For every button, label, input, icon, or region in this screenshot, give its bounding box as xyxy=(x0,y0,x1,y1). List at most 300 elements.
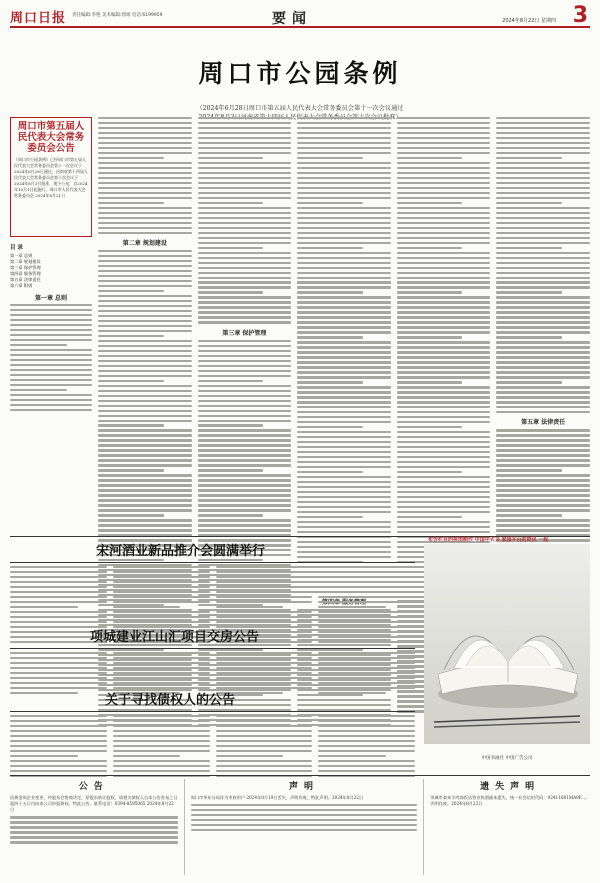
text-line xyxy=(198,147,292,149)
text-line xyxy=(297,516,363,518)
text-line xyxy=(216,740,313,742)
text-line xyxy=(397,277,491,279)
text-line xyxy=(297,511,391,513)
text-line xyxy=(216,616,313,618)
text-line xyxy=(496,277,590,279)
text-line xyxy=(198,459,292,461)
text-line xyxy=(198,429,292,431)
text-line xyxy=(496,474,590,476)
text-line xyxy=(397,381,463,383)
text-line xyxy=(397,466,491,468)
text-line xyxy=(98,212,192,214)
text-line xyxy=(496,504,590,506)
text-line xyxy=(98,524,192,526)
text-line xyxy=(113,770,210,772)
text-line xyxy=(297,301,391,303)
text-line xyxy=(98,474,192,476)
text-line xyxy=(198,262,292,264)
text-line xyxy=(496,429,590,431)
text-line xyxy=(297,351,391,353)
text-line xyxy=(10,601,107,603)
text-line xyxy=(397,421,491,423)
text-line xyxy=(10,309,92,311)
text-line xyxy=(10,831,178,833)
text-line xyxy=(113,581,210,583)
text-line xyxy=(397,411,491,413)
text-line xyxy=(297,526,391,528)
text-line xyxy=(198,316,292,318)
text-line xyxy=(198,177,292,179)
text-line xyxy=(198,306,292,308)
news-title: 关于寻找债权人的公告 xyxy=(105,693,236,708)
text-line xyxy=(496,281,590,283)
text-line xyxy=(10,319,92,321)
text-line xyxy=(496,257,590,259)
text-line xyxy=(10,735,107,737)
text-line xyxy=(496,484,590,486)
text-line xyxy=(397,217,491,219)
text-line xyxy=(496,167,590,169)
masthead xyxy=(10,3,590,28)
text-line xyxy=(10,841,178,843)
text-line xyxy=(216,606,284,608)
text-column xyxy=(496,117,590,531)
text-line xyxy=(397,401,491,403)
text-line xyxy=(198,355,292,357)
text-line xyxy=(10,389,67,391)
text-line xyxy=(198,162,292,164)
text-line xyxy=(98,172,192,174)
text-line xyxy=(318,576,415,578)
text-line xyxy=(216,735,313,737)
text-line xyxy=(397,212,491,214)
text-line xyxy=(297,192,391,194)
text-line xyxy=(10,621,107,623)
news-title: 宋河酒业新品推介会圆满举行 xyxy=(96,544,266,559)
article-title: 周口市公园条例 xyxy=(198,59,402,88)
text-line xyxy=(113,760,210,762)
text-line xyxy=(98,202,164,204)
text-line xyxy=(198,232,292,234)
text-line xyxy=(397,177,491,179)
text-line xyxy=(297,277,391,279)
text-line xyxy=(98,509,192,511)
text-line xyxy=(496,381,562,383)
text-line xyxy=(496,296,590,298)
text-line xyxy=(191,819,418,821)
photo-background xyxy=(424,544,590,744)
text-line xyxy=(198,489,292,491)
subtitle-line-1: （2024年6月28日周口市第五届人民代表大会常务委员会第十一次会议通过 xyxy=(196,105,404,112)
text-line xyxy=(397,187,491,189)
text-line xyxy=(216,581,313,583)
text-line xyxy=(397,127,491,129)
text-line xyxy=(318,770,415,772)
text-line xyxy=(113,652,210,654)
text-line xyxy=(496,147,590,149)
text-line xyxy=(198,464,292,466)
text-line xyxy=(297,341,391,343)
text-line xyxy=(496,321,590,323)
text-line xyxy=(198,202,264,204)
text-line xyxy=(297,431,391,433)
text-line xyxy=(10,409,92,411)
text-line xyxy=(496,411,590,413)
toc-item: 第六章 附则 xyxy=(10,283,33,288)
text-line xyxy=(10,374,92,376)
text-line xyxy=(297,267,391,269)
text-line xyxy=(216,755,284,757)
text-line xyxy=(113,745,210,747)
text-line xyxy=(98,345,192,347)
text-line xyxy=(297,441,391,443)
chapter-heading: 第一章 总则 xyxy=(34,295,68,302)
text-line xyxy=(98,197,192,199)
text-line xyxy=(198,197,292,199)
text-line xyxy=(297,436,391,438)
text-line xyxy=(318,682,415,684)
text-line xyxy=(113,720,210,722)
text-line xyxy=(397,257,491,259)
text-line xyxy=(496,262,590,264)
text-line xyxy=(113,606,181,608)
text-line xyxy=(98,207,192,209)
text-line xyxy=(10,591,107,593)
text-line xyxy=(496,529,590,531)
text-line xyxy=(98,464,192,466)
text-line xyxy=(397,471,463,473)
text-line xyxy=(496,237,590,239)
text-line xyxy=(216,760,313,762)
text-line xyxy=(496,509,590,511)
text-line xyxy=(98,177,192,179)
text-line xyxy=(98,489,192,491)
text-line xyxy=(297,207,391,209)
text-line xyxy=(198,187,292,189)
text-line xyxy=(198,142,292,144)
text-line xyxy=(10,740,107,742)
text-line xyxy=(113,621,210,623)
text-line xyxy=(216,662,313,664)
text-line xyxy=(297,257,391,259)
text-line xyxy=(397,521,491,523)
text-line xyxy=(318,725,415,727)
text-line xyxy=(297,252,391,254)
text-line xyxy=(98,232,192,234)
text-line xyxy=(397,526,491,528)
text-line xyxy=(216,715,313,717)
text-line xyxy=(397,331,491,333)
text-line xyxy=(113,591,210,593)
text-line xyxy=(496,137,590,139)
text-line xyxy=(10,349,92,351)
text-line xyxy=(318,611,415,613)
text-line xyxy=(198,519,292,521)
text-line xyxy=(297,127,391,129)
text-line xyxy=(397,356,491,358)
text-line xyxy=(397,341,491,343)
text-line xyxy=(496,346,590,348)
text-line xyxy=(318,657,415,659)
text-line xyxy=(318,621,415,623)
text-line xyxy=(496,227,590,229)
text-line xyxy=(496,356,590,358)
text-line xyxy=(318,616,415,618)
text-line xyxy=(198,509,292,511)
text-line xyxy=(397,351,491,353)
text-column xyxy=(297,117,391,531)
text-line xyxy=(10,616,107,618)
photo-ad xyxy=(424,537,590,763)
text-line xyxy=(496,232,590,234)
text-line xyxy=(297,117,391,119)
text-line xyxy=(397,152,491,154)
text-line xyxy=(198,272,292,274)
text-line xyxy=(98,162,192,164)
text-line xyxy=(297,132,391,134)
text-line xyxy=(198,242,292,244)
text-line xyxy=(98,449,192,451)
text-line xyxy=(397,461,491,463)
text-line xyxy=(216,667,313,669)
text-line xyxy=(198,212,292,214)
text-line xyxy=(297,147,391,149)
text-line xyxy=(297,227,391,229)
text-line xyxy=(496,386,590,388)
text-line xyxy=(496,222,590,224)
text-line xyxy=(496,142,590,144)
text-line xyxy=(297,391,391,393)
text-line xyxy=(216,611,313,613)
text-line xyxy=(198,400,292,402)
text-line xyxy=(10,304,92,306)
text-line xyxy=(98,380,164,382)
text-line xyxy=(297,486,391,488)
text-line xyxy=(397,316,491,318)
text-line xyxy=(98,469,164,471)
article-text xyxy=(10,304,92,411)
text-line xyxy=(98,370,192,372)
text-line xyxy=(10,672,107,674)
text-line xyxy=(397,162,491,164)
text-line xyxy=(496,406,590,408)
text-line xyxy=(198,420,292,422)
text-line xyxy=(10,566,107,568)
text-line xyxy=(297,396,391,398)
text-line xyxy=(198,291,264,293)
text-line xyxy=(297,182,391,184)
text-line xyxy=(496,316,590,318)
text-line xyxy=(216,657,313,659)
text-line xyxy=(98,122,192,124)
text-line xyxy=(297,222,391,224)
text-line xyxy=(10,745,107,747)
text-line xyxy=(397,391,491,393)
text-line xyxy=(98,295,192,297)
text-line xyxy=(198,424,264,426)
text-line xyxy=(98,320,192,322)
text-line xyxy=(397,142,491,144)
text-line xyxy=(198,286,292,288)
text-line xyxy=(496,444,590,446)
text-line xyxy=(496,351,590,353)
text-line xyxy=(496,247,562,249)
text-line xyxy=(98,227,192,229)
text-line xyxy=(191,829,418,831)
text-line xyxy=(10,344,67,346)
text-line xyxy=(297,346,391,348)
text-line xyxy=(297,172,391,174)
text-line xyxy=(10,652,107,654)
text-line xyxy=(98,484,192,486)
text-line xyxy=(397,481,491,483)
text-line xyxy=(98,280,192,282)
text-line xyxy=(198,207,292,209)
text-line xyxy=(216,730,313,732)
news-text xyxy=(10,715,107,777)
text-line xyxy=(297,496,391,498)
text-line xyxy=(297,306,391,308)
text-line xyxy=(496,499,590,501)
text-line xyxy=(297,461,391,463)
text-line xyxy=(297,232,391,234)
text-line xyxy=(496,172,590,174)
text-line xyxy=(496,311,590,313)
text-line xyxy=(198,494,292,496)
text-line xyxy=(98,132,192,134)
news-text xyxy=(318,652,415,694)
text-line xyxy=(98,405,192,407)
text-line xyxy=(198,444,292,446)
text-line xyxy=(496,252,590,254)
text-line xyxy=(113,725,210,727)
text-line xyxy=(496,272,590,274)
text-line xyxy=(10,826,178,828)
text-line xyxy=(10,571,107,573)
toc-item: 第二章 规划建设 xyxy=(10,259,41,264)
text-line xyxy=(198,296,292,298)
text-line xyxy=(496,286,590,288)
text-line xyxy=(10,576,107,578)
text-line xyxy=(496,306,590,308)
text-line xyxy=(98,410,192,412)
text-line xyxy=(198,454,292,456)
text-line xyxy=(216,652,313,654)
text-line xyxy=(198,127,292,129)
text-line xyxy=(216,672,313,674)
text-line xyxy=(10,755,78,757)
photo-caption-top: 布告栏目的拼图制作 中国中式书 家园平台的资讯 一起 xyxy=(428,537,549,543)
text-line xyxy=(98,415,192,417)
text-line xyxy=(496,117,590,119)
text-line xyxy=(397,192,491,194)
text-line xyxy=(98,300,192,302)
text-line xyxy=(297,212,391,214)
text-line xyxy=(496,341,590,343)
text-line xyxy=(496,396,590,398)
text-line xyxy=(98,217,192,219)
text-line xyxy=(198,137,292,139)
text-line xyxy=(198,182,292,184)
text-column xyxy=(397,117,491,531)
text-line xyxy=(297,321,391,323)
text-line xyxy=(318,591,415,593)
text-line xyxy=(98,142,192,144)
text-line xyxy=(297,366,391,368)
text-line xyxy=(496,434,590,436)
text-line xyxy=(198,167,292,169)
text-line xyxy=(496,217,590,219)
text-line xyxy=(397,376,491,378)
text-line xyxy=(113,616,210,618)
text-line xyxy=(113,765,210,767)
text-line xyxy=(297,471,363,473)
text-line xyxy=(397,227,491,229)
news-text xyxy=(318,715,415,777)
text-line xyxy=(198,217,292,219)
news-text xyxy=(216,652,313,694)
text-line xyxy=(98,434,192,436)
text-line xyxy=(98,375,192,377)
text-line xyxy=(496,207,590,209)
announcement-text: 周口市华东分局作为市府用户 2024年8月19日丢失，声明作废，特此声明。2024年8月22日 xyxy=(190,795,364,800)
text-line xyxy=(297,381,363,383)
text-line xyxy=(318,760,415,762)
toc-item: 第三章 保护管理 xyxy=(10,265,41,270)
notice-title: 周口市第五届人民代表大会常务委员会公告 xyxy=(17,121,85,154)
text-line xyxy=(318,596,415,598)
newspaper-logo: 周口日报 xyxy=(10,10,67,26)
text-line xyxy=(297,406,391,408)
text-line xyxy=(98,420,192,422)
text-line xyxy=(10,324,92,326)
text-line xyxy=(98,182,192,184)
text-line xyxy=(198,252,292,254)
text-line xyxy=(191,814,418,816)
text-line xyxy=(397,416,491,418)
text-line xyxy=(496,127,590,129)
text-line xyxy=(297,361,391,363)
text-line xyxy=(191,824,418,826)
announcement-title: 遗失声明 xyxy=(480,782,541,792)
text-line xyxy=(10,384,92,386)
text-line xyxy=(10,379,92,381)
text-line xyxy=(113,667,210,669)
text-line xyxy=(297,476,391,478)
text-line xyxy=(113,677,210,679)
text-line xyxy=(198,449,292,451)
text-line xyxy=(10,677,107,679)
text-line xyxy=(198,365,292,367)
text-line xyxy=(297,316,391,318)
text-line xyxy=(10,682,107,684)
text-line xyxy=(397,232,491,234)
text-line xyxy=(397,262,491,264)
text-line xyxy=(318,750,415,752)
text-line xyxy=(496,454,590,456)
text-line xyxy=(496,336,562,338)
text-line xyxy=(198,172,292,174)
text-line xyxy=(98,137,192,139)
text-line xyxy=(318,667,415,669)
text-line xyxy=(98,222,192,224)
text-line xyxy=(98,424,164,426)
text-line xyxy=(297,411,391,413)
text-line xyxy=(496,464,590,466)
text-line xyxy=(198,484,292,486)
text-line xyxy=(297,242,391,244)
text-line xyxy=(191,809,418,811)
